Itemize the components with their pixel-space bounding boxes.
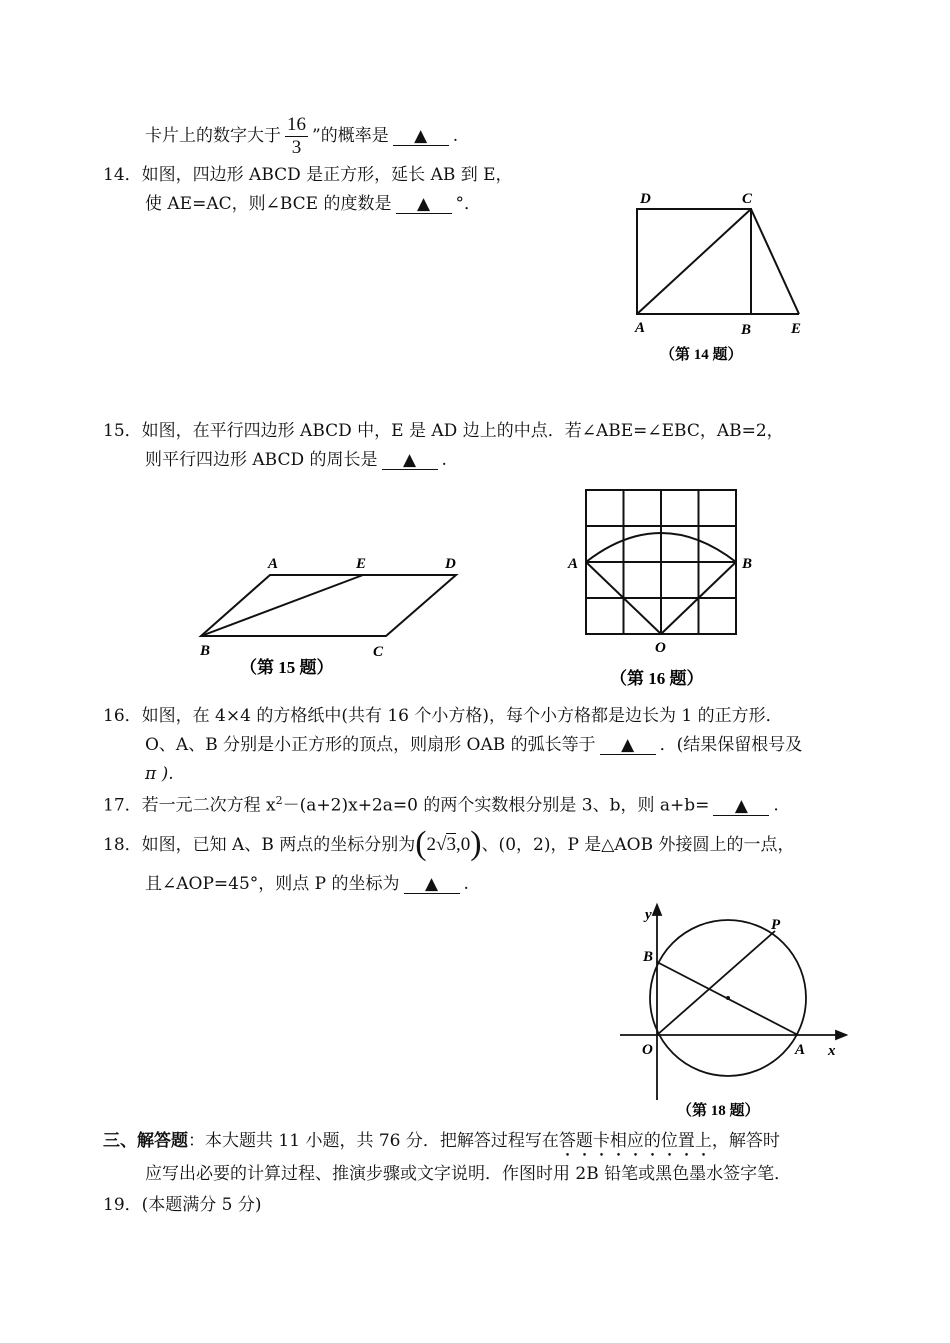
section3-line2 [145,1163,791,1185]
section3-text2: 应写出必要的计算过程、推演步骤或文字说明．作图时用 2B 铅笔或黑色墨水签字笔． [145,1164,792,1184]
q18-label-o: O [642,1042,653,1058]
q16-text2-tail: ．(结果保留根号及 [659,735,803,755]
q19-line [103,1194,262,1216]
q18-coord-a: (2√3,0) [415,825,482,862]
section3-text-b: ，解答时 [711,1131,780,1151]
q18-text2: 且∠AOP=45°，则点 P 的坐标为 [145,874,400,894]
q16-caption: （第 16 题） [610,669,704,688]
q17-text-b: －(a+2)x+2a=0 的两个实数根分别是 3、b，则 a+b= [282,795,710,816]
q18-center-point [726,996,730,1000]
q13-end: . [452,126,459,146]
q14-label-b: B [741,322,752,338]
q14-label-c: C [742,191,753,207]
q14-caption: （第 14 题） [660,347,743,363]
q18-coord-radicand: 3 [446,834,456,855]
q17-text-a: 若一元二次方程 x [141,795,276,816]
q15-number: 15． [103,421,142,441]
q18-y-axis-arrow [653,905,661,915]
q15-label-c: C [373,644,384,660]
q13-fraction-denominator: 3 [291,137,302,158]
q18-end: . [463,874,469,894]
q18-caption: （第 18 题） [677,1103,760,1119]
q16-text1: 如图，在 4×4 的方格纸中(共有 16 个小方格)，每个小方格都是边长为 1 的正方形． [141,706,783,726]
q16-text3: π ). [145,764,174,784]
q18-number: 18． [103,835,142,855]
q18-answer-blank: ▲ [404,875,460,894]
q15-answer-blank: ▲ [382,451,438,470]
q18-text-b: 、(0，2)，P 是△AOB 外接圆上的一点， [481,835,795,855]
q17-superscript: 2 [275,794,283,807]
q14-text1: 如图，四边形 ABCD 是正方形，延长 AB 到 E， [141,165,513,185]
q16-number: 16． [103,706,142,726]
q14-label-e: E [791,321,802,337]
q15-caption: （第 15 题） [240,658,334,677]
q18-label-y: y [645,907,652,923]
q19-number: 19． [103,1195,142,1215]
q17-answer-blank: ▲ [713,797,769,816]
section3-title: 三、解答题 [103,1131,188,1151]
q13-fraction-numerator: 16 [287,114,306,135]
q16-answer-blank: ▲ [600,736,656,755]
q18-label-b: B [643,949,654,965]
q14-answer-blank: ▲ [396,195,452,214]
q16-text2: O、A、B 分别是小正方形的顶点，则扇形 OAB 的弧长等于 [145,735,596,755]
section3-line1 [103,1130,780,1161]
q18-x-axis-arrow [836,1031,846,1039]
q13-prefix: 卡片上的数字大于 [145,126,281,146]
q15-label-e: E [356,556,367,572]
q14-number: 14． [103,165,142,185]
q13-suffix: ”的概率是 [312,126,389,146]
q15-end: . [441,450,447,470]
q16-label-b: B [742,556,753,572]
q15-label-d: D [445,556,456,572]
q18-coord-coef: 2 [426,834,437,855]
q14-label-a: A [635,320,646,336]
q14-text2: 使 AE=AC，则∠BCE 的度数是 [145,194,392,214]
q13-answer-blank: ▲ [393,127,449,146]
q18-label-x: x [828,1043,836,1059]
q15-label-b: B [200,643,211,659]
q16-label-o: O [655,640,666,656]
q16-label-a: A [568,556,579,572]
q14-label-d: D [640,191,651,207]
q17-number: 17． [103,795,142,816]
q18-coord-y: ,0 [455,834,471,855]
q18-label-a: A [795,1042,806,1058]
section3-emphasis: 答题卡相应的位置上 [558,1131,712,1151]
q15-label-a: A [268,556,279,572]
q17-end: . [773,795,779,816]
q14-degree: °． [455,194,481,214]
q15-text1: 如图，在平行四边形 ABCD 中，E 是 AD 边上的中点．若∠ABE=∠EBC，AB=2， [141,421,784,441]
section3-text-a: ：本大题共 11 小题，共 76 分．把解答过程写在 [188,1131,559,1151]
q15-text2: 则平行四边形 ABCD 的周长是 [145,450,378,470]
q18-label-p: P [771,917,781,933]
q19-text: (本题满分 5 分) [141,1195,262,1215]
q18-segment-op [657,931,775,1035]
q18-text-a: 如图，已知 A、B 两点的坐标分别为 [141,835,416,855]
